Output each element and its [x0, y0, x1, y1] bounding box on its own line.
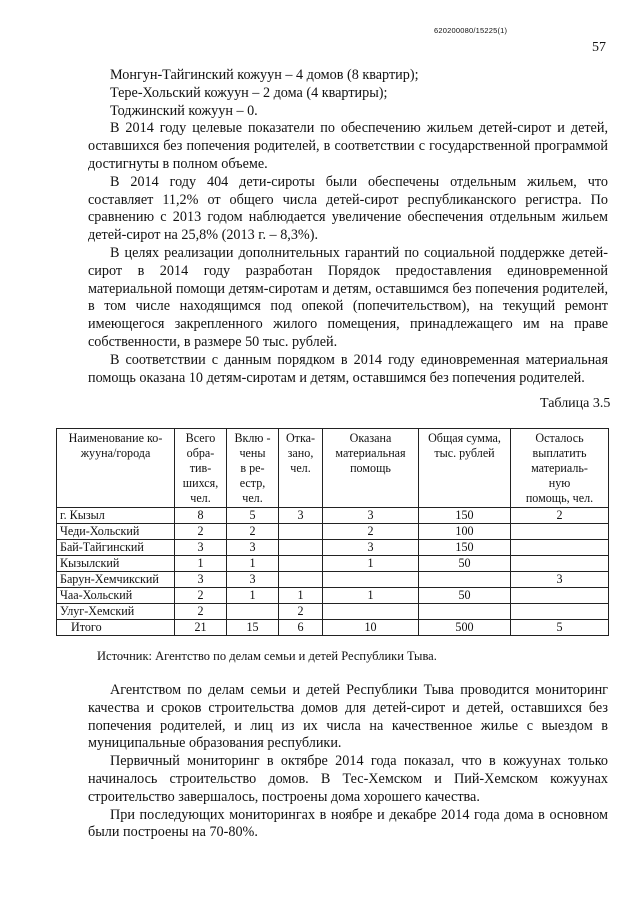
table-cell: 2 — [175, 604, 227, 620]
table-cell: 1 — [323, 588, 419, 604]
table-source: Источник: Агентство по делам семьи и детей Республики Тыва. — [97, 649, 437, 663]
text-block-bottom — [88, 682, 608, 842]
table-cell: 3 — [227, 540, 279, 556]
table-cell: 2 — [175, 588, 227, 604]
column-header: Осталось выплатить материаль- ную помощь, чел. — [511, 429, 609, 508]
row-name-cell: Чаа-Хольский — [57, 588, 175, 604]
table-cell: 150 — [419, 508, 511, 524]
table-cell — [511, 556, 609, 572]
table-row — [57, 604, 609, 620]
row-name-cell: Кызылский — [57, 556, 175, 572]
table-row — [57, 556, 609, 572]
row-name-cell: г. Кызыл — [57, 508, 175, 524]
text-block-top — [88, 67, 608, 387]
paragraph: В 2014 году целевые показатели по обеспечению жильем детей-сирот и детей, оставшихся без попечения родителей, в соответствии с государственной программой достигнуты в полном объеме. — [88, 120, 608, 172]
table-header-row — [57, 429, 609, 508]
paragraph: Тере-Хольский кожуун – 2 дома (4 квартиры); — [110, 84, 388, 101]
table-row — [57, 508, 609, 524]
table-cell: 3 — [279, 508, 323, 524]
table-cell — [227, 604, 279, 620]
table-cell: 6 — [279, 620, 323, 636]
table-cell: 3 — [323, 540, 419, 556]
row-name-cell: Улуг-Хемский — [57, 604, 175, 620]
table-row — [57, 572, 609, 588]
table-cell — [279, 556, 323, 572]
table-cell: 3 — [511, 572, 609, 588]
column-header: Отка- зано, чел. — [279, 429, 323, 508]
table-cell: 5 — [511, 620, 609, 636]
data-table — [56, 428, 609, 636]
paragraph: Первичный мониторинг в октябре 2014 года показал, что в кожуунах только начиналось строительство домов. В Тес-Хемском и Пий-Хемском кожуунах строительство завершалось, построены дома хорошего качества. — [88, 753, 608, 805]
table-cell: 21 — [175, 620, 227, 636]
table-cell — [419, 572, 511, 588]
column-header: Вклю - чены в ре- естр, чел. — [227, 429, 279, 508]
table-row — [57, 588, 609, 604]
table-cell: 3 — [175, 540, 227, 556]
paragraph: При последующих мониторингах в ноябре и декабре 2014 года дома в основном были построены на 70-80%. — [88, 806, 608, 841]
paragraph: Тоджинский кожуун – 0. — [110, 102, 258, 119]
table-row — [57, 540, 609, 556]
table-label: Таблица 3.5 — [540, 396, 611, 411]
table-cell: 2 — [175, 524, 227, 540]
table-cell — [279, 540, 323, 556]
table-cell: 1 — [175, 556, 227, 572]
table-cell: 5 — [227, 508, 279, 524]
table-cell — [323, 572, 419, 588]
paragraph: В целях реализации дополнительных гарантий по социальной поддержке детей-сирот в 2014 году разработан Порядок предоставления единовременной материальной помощи детям-сиротам и детям, оставшимся без попечения родителей, в том числе находящимся под опекой (попечительством), на текущий ремонт имеющегося закрепленного жилого помещения, принадлежащего им на праве собственности, в размере 50 тыс. рублей. — [88, 244, 608, 350]
paragraph: В соответствии с данным порядком в 2014 году единовременная материальная помощь оказана 10 детям-сиротам и детям, оставшимся без попечения родителей. — [88, 351, 608, 386]
column-header: Всего обра- тив- шихся, чел. — [175, 429, 227, 508]
table-cell: 3 — [323, 508, 419, 524]
page-number: 57 — [592, 40, 606, 55]
paragraph: Агентством по делам семьи и детей Республики Тыва проводится мониторинг качества и сроков строительства домов для детей-сирот и детей, оставшихся без попечения родителей, и лиц из их числа на качественное жилье с выездом в муниципальные образования республики. — [88, 682, 608, 752]
row-name-cell: Барун-Хемчикский — [57, 572, 175, 588]
table-row — [57, 524, 609, 540]
table-cell: 100 — [419, 524, 511, 540]
table-cell: 8 — [175, 508, 227, 524]
table-cell: 15 — [227, 620, 279, 636]
table-cell: 2 — [227, 524, 279, 540]
table-cell: 2 — [323, 524, 419, 540]
table-cell: 500 — [419, 620, 511, 636]
table-cell — [279, 524, 323, 540]
table-cell: 1 — [227, 588, 279, 604]
table-cell: 2 — [279, 604, 323, 620]
table-cell: 2 — [511, 508, 609, 524]
table-cell: 1 — [323, 556, 419, 572]
row-name-cell: Итого — [57, 620, 175, 636]
table-cell: 3 — [227, 572, 279, 588]
table-cell: 1 — [279, 588, 323, 604]
row-name-cell: Бай-Тайгинский — [57, 540, 175, 556]
paragraph: В 2014 году 404 дети-сироты были обеспечены отдельным жильем, что составляет 11,2% от общего числа детей-сирот республиканского регистра. По сравнению с 2013 годом наблюдается увеличение обеспечения отдельным жильем детей-сирот на 25,8% (2013 г. – 8,3%). — [88, 173, 608, 244]
table-cell: 1 — [227, 556, 279, 572]
column-header: Общая сумма, тыс. рублей — [419, 429, 511, 508]
column-header: Наименование ко- жууна/города — [57, 429, 175, 508]
table-cell — [419, 604, 511, 620]
table-cell — [511, 540, 609, 556]
table-cell: 50 — [419, 588, 511, 604]
document-id: 620200080/15225(1) — [434, 26, 508, 35]
table-cell — [279, 572, 323, 588]
table-cell: 10 — [323, 620, 419, 636]
paragraph: Монгун-Тайгинский кожуун – 4 домов (8 квартир); — [110, 67, 419, 83]
table-cell — [511, 524, 609, 540]
row-name-cell: Чеди-Хольский — [57, 524, 175, 540]
table-cell: 50 — [419, 556, 511, 572]
table-cell — [511, 588, 609, 604]
table-cell — [511, 604, 609, 620]
table-cell — [323, 604, 419, 620]
column-header: Оказана материальная помощь — [323, 429, 419, 508]
table-cell: 3 — [175, 572, 227, 588]
table-cell: 150 — [419, 540, 511, 556]
table-row — [57, 620, 609, 636]
